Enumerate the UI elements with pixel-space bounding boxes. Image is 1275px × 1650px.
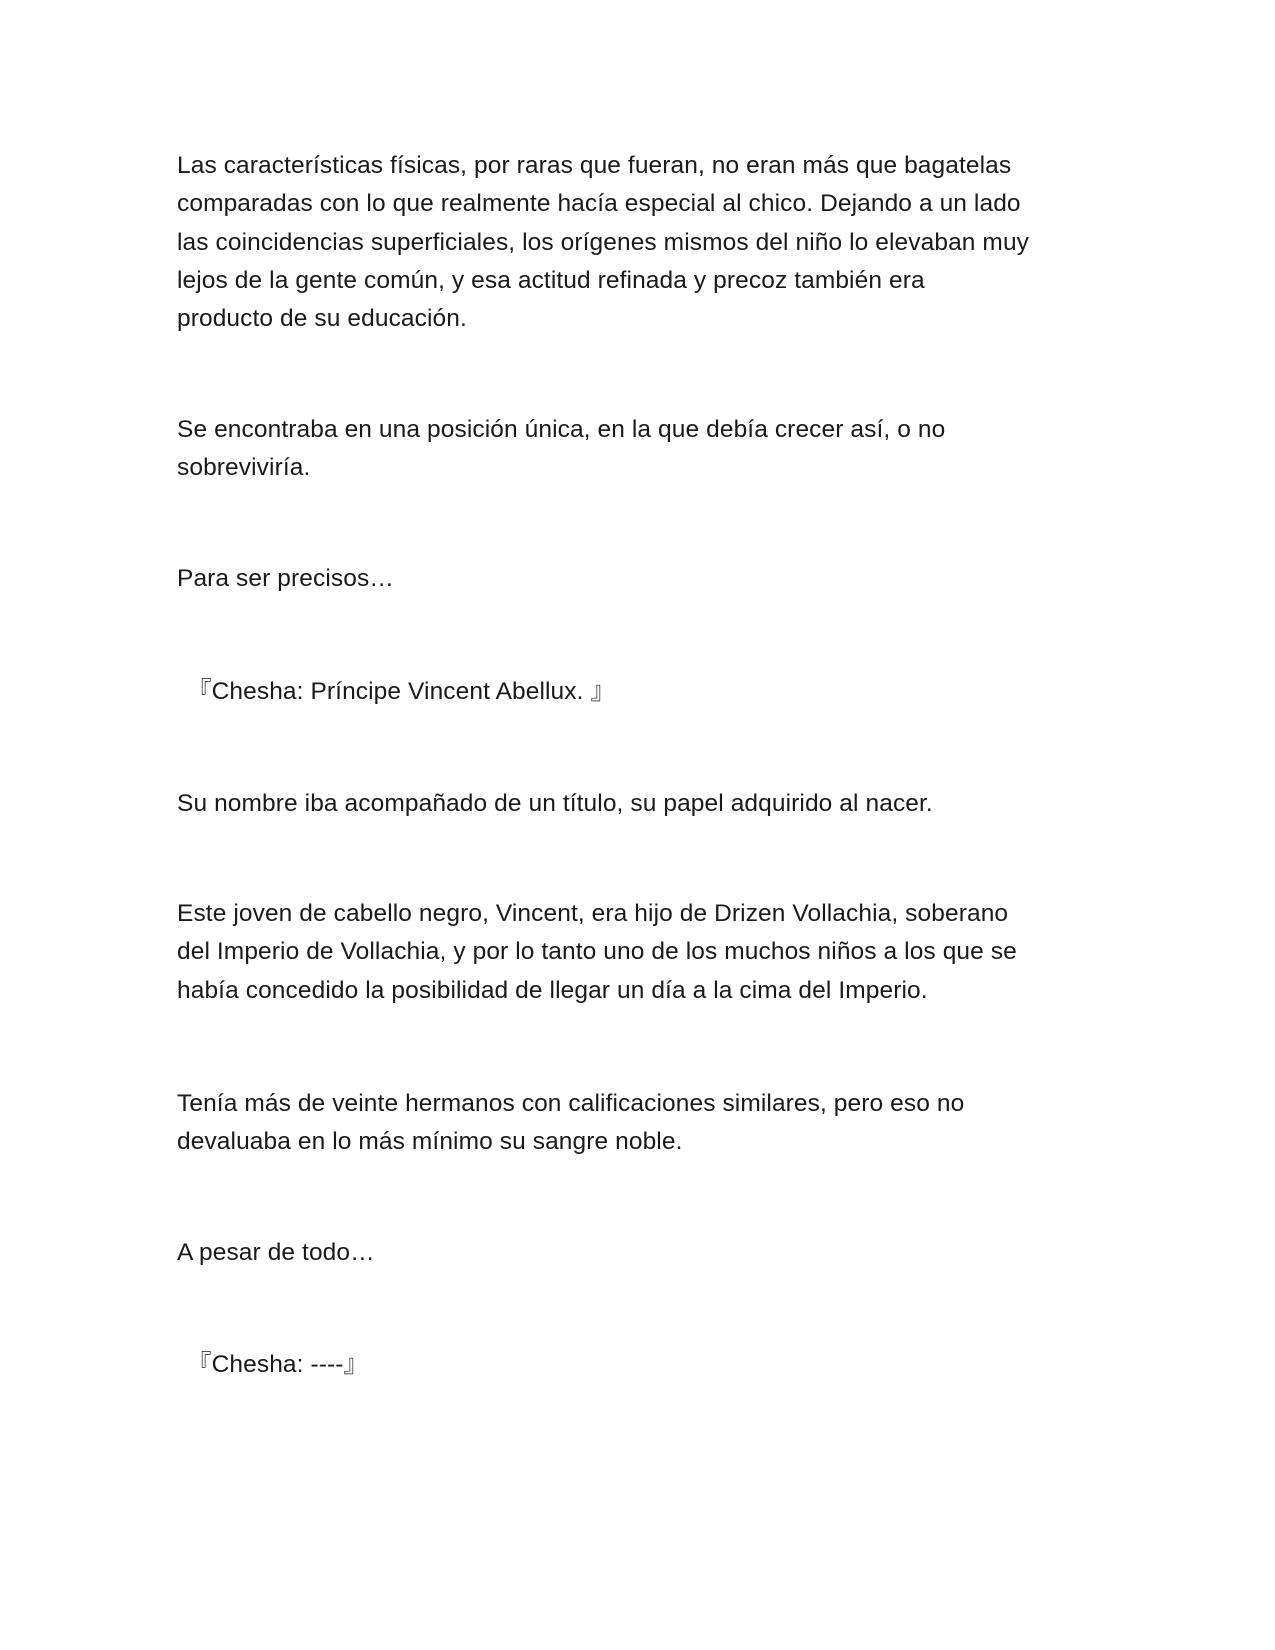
text-line: Para ser precisos… — [177, 565, 394, 592]
paragraph-unique-position — [177, 411, 1107, 488]
paragraph-origins — [177, 147, 1107, 338]
text-line: 『Chesha: ----』 — [187, 1351, 369, 1378]
text-line: Las características físicas, por raras que fueran, no eran más que bagatelas — [177, 152, 1012, 179]
text-line: del Imperio de Vollachia, y por lo tanto uno de los muchos niños a los que se — [177, 938, 1017, 966]
text-line: Tenía más de veinte hermanos con calificaciones similares, pero eso no — [177, 1090, 965, 1117]
text-line: Este joven de cabello negro, Vincent, era hijo de Drizen Vollachia, soberano — [177, 900, 1009, 927]
text-line: producto de su educación. — [177, 305, 467, 333]
paragraph-name-title — [177, 785, 1107, 823]
text-line: A pesar de todo… — [177, 1239, 375, 1266]
paragraph-vincent-lineage — [177, 895, 1107, 1010]
text-line: las coincidencias superficiales, los orígenes mismos del niño lo elevaban muy — [177, 228, 1030, 256]
text-line: Su nombre iba acompañado de un título, su papel adquirido al nacer. — [177, 790, 933, 817]
paragraph-despite-everything — [177, 1234, 1107, 1272]
text-line: 『Chesha: Príncipe Vincent Abellux. 』 — [187, 678, 616, 705]
text-line: había concedido la posibilidad de llegar un día a la cima del Imperio. — [177, 976, 928, 1004]
dialogue-chesha-title — [187, 673, 1117, 711]
dialogue-chesha-blank — [187, 1346, 1117, 1384]
text-line: lejos de la gente común, y esa actitud refinada y precoz también era — [177, 266, 925, 294]
text-line: Se encontraba en una posición única, en la que debía crecer así, o no — [177, 416, 946, 443]
paragraph-siblings — [177, 1085, 1107, 1162]
paragraph-to-be-precise — [177, 560, 1107, 598]
text-line: devaluaba en lo más mínimo su sangre noble. — [177, 1128, 683, 1156]
text-line: comparadas con lo que realmente hacía especial al chico. Dejando a un lado — [177, 190, 1021, 218]
text-line: sobreviviría. — [177, 454, 311, 482]
